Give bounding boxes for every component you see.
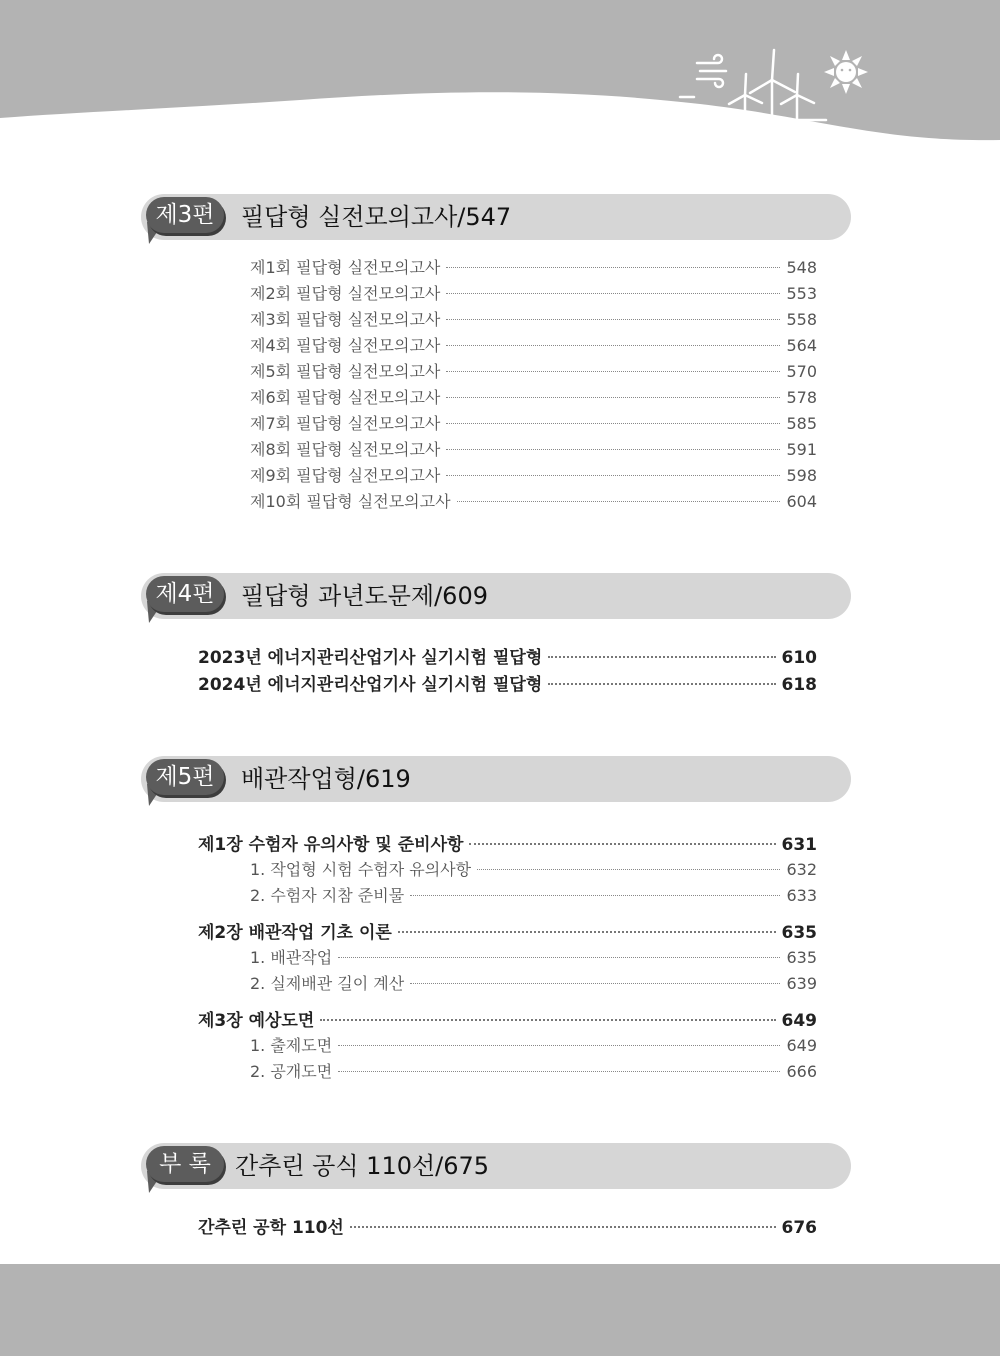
- section-title: 배관작업형/619: [241, 765, 411, 793]
- section-title: 필답형 실전모의고사/547: [241, 203, 512, 231]
- toc-chapter-entry[interactable]: [198, 830, 817, 855]
- toc-entry-label: 제1장 수험자 유의사항 및 준비사항: [198, 835, 464, 855]
- toc-entry-label: 1. 출제도면: [250, 1036, 333, 1055]
- leader-dots: [320, 1019, 775, 1021]
- toc-entry-label: 제9회 필답형 실전모의고사: [250, 466, 441, 485]
- toc-entry-label: 2024년 에너지관리산업기사 실기시험 필답형: [198, 675, 543, 695]
- header-wave-decoration: [0, 0, 1000, 145]
- toc-entry-label: 1. 배관작업: [250, 948, 333, 967]
- section-header-part5: [141, 756, 851, 802]
- toc-entry-label: 2. 수험자 지참 준비물: [250, 886, 405, 905]
- toc-entry-label: 제7회 필답형 실전모의고사: [250, 414, 441, 433]
- toc-entry-page: 676: [781, 1218, 817, 1238]
- section-header-part4: [141, 573, 851, 619]
- toc-entry-label: 1. 작업형 시험 수험자 유의사항: [250, 860, 472, 879]
- leader-dots: [446, 371, 780, 372]
- toc-entry[interactable]: [250, 1033, 817, 1056]
- leader-dots: [338, 1045, 780, 1046]
- section-tag: 부 록: [146, 1146, 224, 1182]
- leader-dots: [477, 869, 780, 870]
- toc-entry-page: 649: [781, 1011, 817, 1031]
- toc-entry-page: 591: [786, 440, 817, 459]
- toc-entry-page: 598: [786, 466, 817, 485]
- toc-entry-page: 610: [781, 648, 817, 668]
- toc-entry[interactable]: [250, 883, 817, 906]
- toc-entry[interactable]: [198, 670, 817, 695]
- toc-entry-label: 간추린 공학 110선: [198, 1218, 344, 1238]
- toc-entry-page: 635: [786, 948, 817, 967]
- toc-entry-page: 635: [781, 923, 817, 943]
- toc-entry-page: 633: [786, 886, 817, 905]
- leader-dots: [410, 895, 780, 896]
- toc-entry-page: 548: [786, 258, 817, 277]
- toc-entry-page: 666: [786, 1062, 817, 1081]
- toc-entry-label: 2. 공개도면: [250, 1062, 333, 1081]
- leader-dots: [446, 319, 780, 320]
- leader-dots: [410, 983, 780, 984]
- toc-chapter-entry[interactable]: [198, 918, 817, 943]
- leader-dots: [338, 1071, 780, 1072]
- toc-entry-page: 585: [786, 414, 817, 433]
- sun-icon: [824, 50, 868, 94]
- leader-dots: [350, 1226, 776, 1228]
- toc-entry-page: 553: [786, 284, 817, 303]
- section-header-part3: [141, 194, 851, 240]
- toc-entry[interactable]: [250, 333, 817, 356]
- toc-chapter-entry[interactable]: [198, 1006, 817, 1031]
- toc-entry[interactable]: [250, 857, 817, 880]
- toc-entry[interactable]: [250, 281, 817, 304]
- toc-entry[interactable]: [250, 385, 817, 408]
- toc-entry-label: 제2장 배관작업 기초 이론: [198, 923, 392, 943]
- leader-dots: [457, 501, 781, 502]
- leader-dots: [469, 843, 775, 845]
- toc-entry-page: 618: [781, 675, 817, 695]
- leader-dots: [548, 683, 775, 685]
- toc-entry-page: 631: [781, 835, 817, 855]
- toc-entry-page: 604: [786, 492, 817, 511]
- toc-entry-label: 제10회 필답형 실전모의고사: [250, 492, 451, 511]
- toc-entry[interactable]: [250, 463, 817, 486]
- toc-entry-label: 제1회 필답형 실전모의고사: [250, 258, 441, 277]
- toc-entry-label: 제5회 필답형 실전모의고사: [250, 362, 441, 381]
- toc-entry-page: 639: [786, 974, 817, 993]
- toc-entry-page: 558: [786, 310, 817, 329]
- toc-entry-label: 제8회 필답형 실전모의고사: [250, 440, 441, 459]
- toc-entry-page: 570: [786, 362, 817, 381]
- leader-dots: [446, 267, 780, 268]
- toc-entry[interactable]: [250, 971, 817, 994]
- section-tag: 제4편: [146, 576, 224, 612]
- leader-dots: [446, 345, 780, 346]
- section-title: 필답형 과년도문제/609: [241, 582, 488, 610]
- footer-band: [0, 1264, 1000, 1356]
- section-header-appendix: [141, 1143, 851, 1189]
- leader-dots: [446, 449, 780, 450]
- toc-entry-label: 2023년 에너지관리산업기사 실기시험 필답형: [198, 648, 543, 668]
- toc-entry-page: 632: [786, 860, 817, 879]
- toc-entry[interactable]: [250, 411, 817, 434]
- toc-entry-label: 제3장 예상도면: [198, 1011, 315, 1031]
- toc-entry[interactable]: [198, 643, 817, 668]
- toc-entry[interactable]: [198, 1213, 817, 1238]
- toc-entry-page: 649: [786, 1036, 817, 1055]
- leader-dots: [548, 656, 775, 658]
- section-tag: 제3편: [146, 197, 224, 233]
- leader-dots: [446, 397, 780, 398]
- toc-entry-label: 제3회 필답형 실전모의고사: [250, 310, 441, 329]
- toc-entry[interactable]: [250, 359, 817, 382]
- leader-dots: [446, 423, 780, 424]
- toc-entry[interactable]: [250, 1059, 817, 1082]
- toc-entry[interactable]: [250, 945, 817, 968]
- toc-entry[interactable]: [250, 255, 817, 278]
- toc-entry-label: 2. 실제배관 길이 계산: [250, 974, 405, 993]
- section-tag: 제5편: [146, 759, 224, 795]
- toc-entry[interactable]: [250, 307, 817, 330]
- leader-dots: [446, 475, 780, 476]
- toc-entry-label: 제6회 필답형 실전모의고사: [250, 388, 441, 407]
- leader-dots: [398, 931, 776, 933]
- toc-entry[interactable]: [250, 437, 817, 460]
- leader-dots: [338, 957, 780, 958]
- leader-dots: [446, 293, 780, 294]
- toc-entry-page: 578: [786, 388, 817, 407]
- section-title: 간추린 공식 110선/675: [235, 1152, 490, 1180]
- toc-entry[interactable]: [250, 489, 817, 512]
- toc-entry-page: 564: [786, 336, 817, 355]
- toc-entry-label: 제2회 필답형 실전모의고사: [250, 284, 441, 303]
- toc-entry-label: 제4회 필답형 실전모의고사: [250, 336, 441, 355]
